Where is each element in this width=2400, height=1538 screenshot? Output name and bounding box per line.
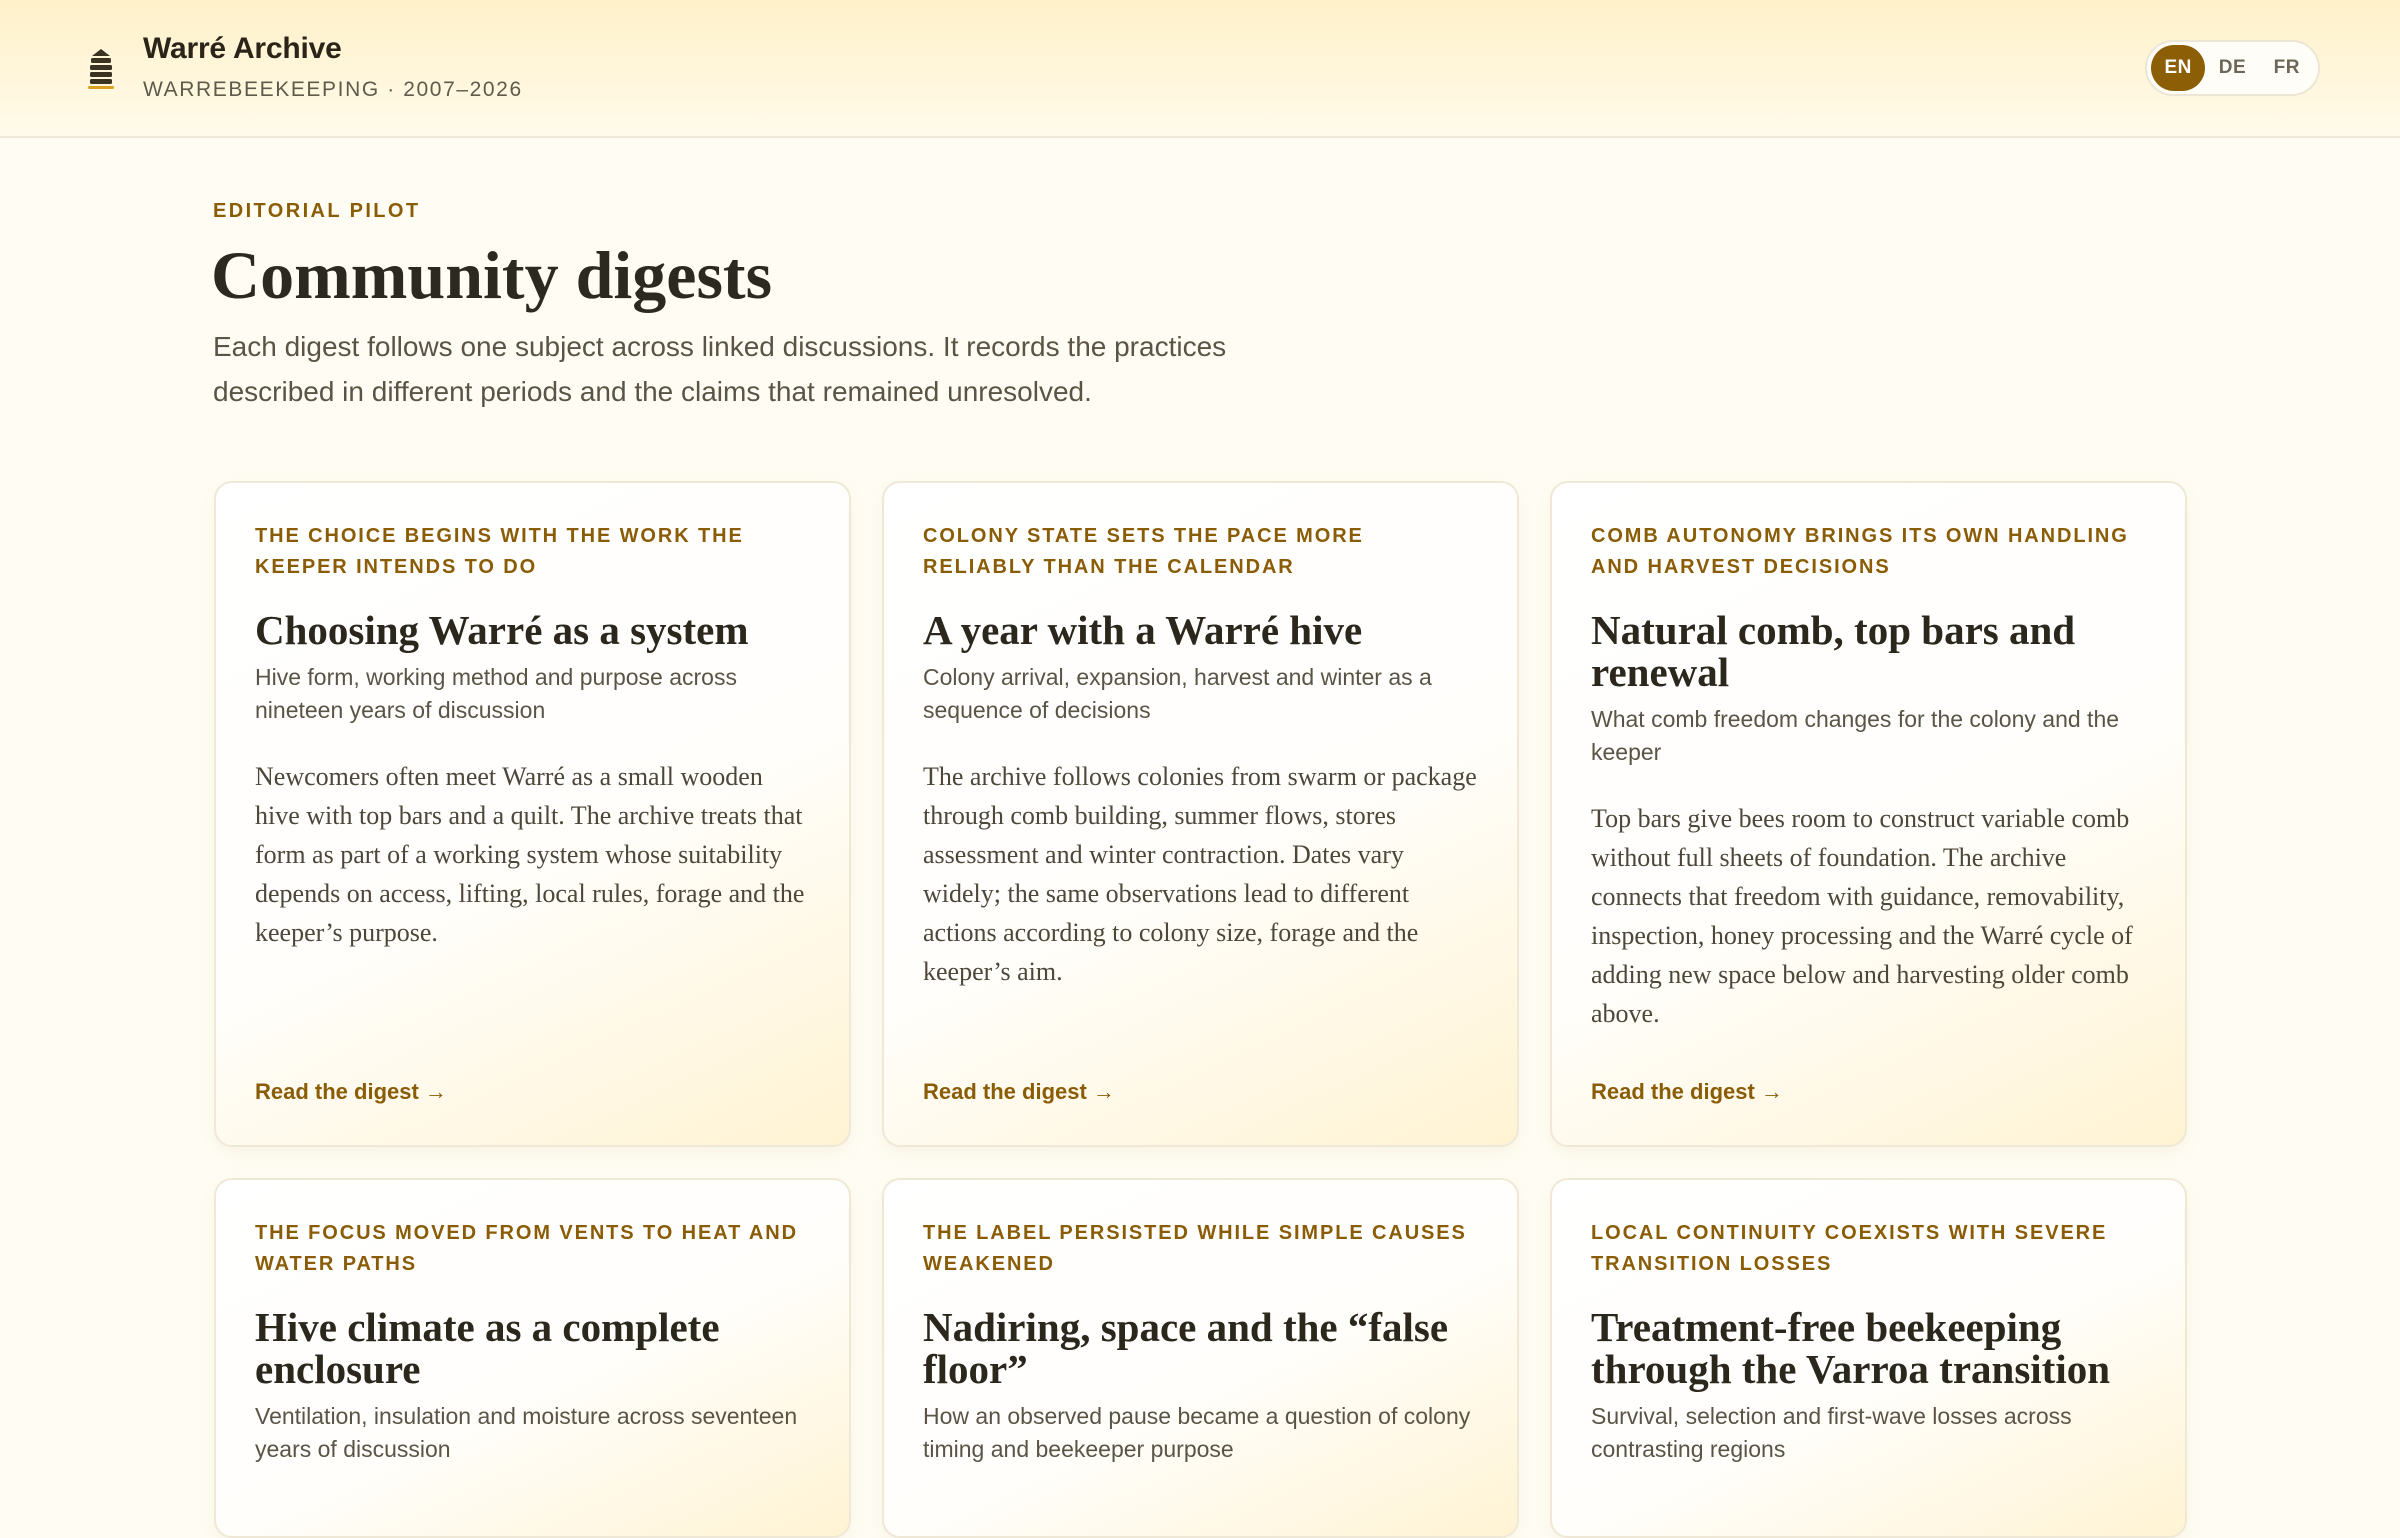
beehive-icon[interactable] [86, 48, 116, 90]
card-subtitle: Colony arrival, expansion, harvest and winter as a sequence of decisions [923, 664, 1432, 723]
card-title[interactable]: A year with a Warré hive [923, 607, 1363, 653]
language-switcher [2145, 40, 2320, 96]
card-kicker: THE CHOICE BEGINS WITH THE WORK THE KEEPER INTENDS TO DO [255, 525, 744, 578]
site-header [0, 0, 2400, 138]
site-title[interactable]: Warré Archive [143, 32, 342, 65]
digest-card[interactable] [214, 481, 851, 1147]
card-kicker: THE FOCUS MOVED FROM VENTS TO HEAT AND WATER PATHS [255, 1222, 798, 1275]
card-summary: Newcomers often meet Warré as a small wooden hive with top bars and a quilt. The archive treats that form as part of a working system whose suitability depends on access, lifting, local rules, forage and the keeper’s purpose. [255, 762, 805, 947]
card-summary: Top bars give bees room to construct variable comb without full sheets of foundation. The archive connects that freedom with guidance, removability, inspection, honey processing and the Warré cycle of adding new space below and harvesting older comb above. [1591, 804, 2133, 1028]
digest-card[interactable] [214, 1178, 851, 1538]
page-title: Community digests [211, 237, 773, 313]
card-title[interactable]: Hive climate as a complete enclosure [255, 1304, 720, 1392]
card-kicker: LOCAL CONTINUITY COEXISTS WITH SEVERE TRANSITION LOSSES [1591, 1222, 2108, 1275]
card-subtitle: How an observed pause became a question of colony timing and beekeeper purpose [923, 1403, 1471, 1462]
card-subtitle: Hive form, working method and purpose across nineteen years of discussion [255, 664, 737, 723]
section-eyebrow: EDITORIAL PILOT [213, 200, 421, 222]
read-digest-link[interactable]: Read the digest → [1591, 1079, 1783, 1104]
card-subtitle: What comb freedom changes for the colony and the keeper [1591, 706, 2120, 765]
digest-card[interactable] [882, 481, 1519, 1147]
digest-card[interactable] [1550, 1178, 2187, 1538]
card-kicker: COLONY STATE SETS THE PACE MORE RELIABLY THAN THE CALENDAR [923, 525, 1364, 578]
read-digest-link[interactable]: Read the digest → [255, 1079, 447, 1104]
read-digest-link[interactable]: Read the digest → [923, 1079, 1115, 1104]
digest-card[interactable] [882, 1178, 1519, 1538]
page-description: Each digest follows one subject across linked discussions. It records the practices described in different periods and the claims that remained unresolved. [213, 331, 1227, 407]
card-title[interactable]: Natural comb, top bars and renewal [1591, 607, 2076, 695]
card-subtitle: Survival, selection and first-wave losses across contrasting regions [1591, 1403, 2072, 1462]
card-title[interactable]: Nadiring, space and the “false floor” [923, 1304, 1449, 1392]
digest-card[interactable] [1550, 481, 2187, 1147]
site-subtitle: WARREBEEKEEPING · 2007–2026 [143, 78, 523, 101]
card-kicker: COMB AUTONOMY BRINGS ITS OWN HANDLING AND HARVEST DECISIONS [1591, 525, 2129, 578]
card-kicker: THE LABEL PERSISTED WHILE SIMPLE CAUSES WEAKENED [923, 1222, 1467, 1275]
card-title[interactable]: Treatment-free beekeeping through the Varroa transition [1591, 1304, 2111, 1392]
language-en-button[interactable]: EN [2151, 45, 2205, 91]
language-de-button[interactable]: DE [2218, 57, 2247, 78]
language-fr-button[interactable]: FR [2273, 57, 2300, 78]
card-summary: The archive follows colonies from swarm or package through comb building, summer flows, stores assessment and winter contraction. Dates vary widely; the same observations lead to different actions according to colony size, forage and the keeper’s aim. [923, 762, 1477, 986]
card-title[interactable]: Choosing Warré as a system [255, 607, 749, 653]
card-subtitle: Ventilation, insulation and moisture across seventeen years of discussion [255, 1403, 798, 1462]
